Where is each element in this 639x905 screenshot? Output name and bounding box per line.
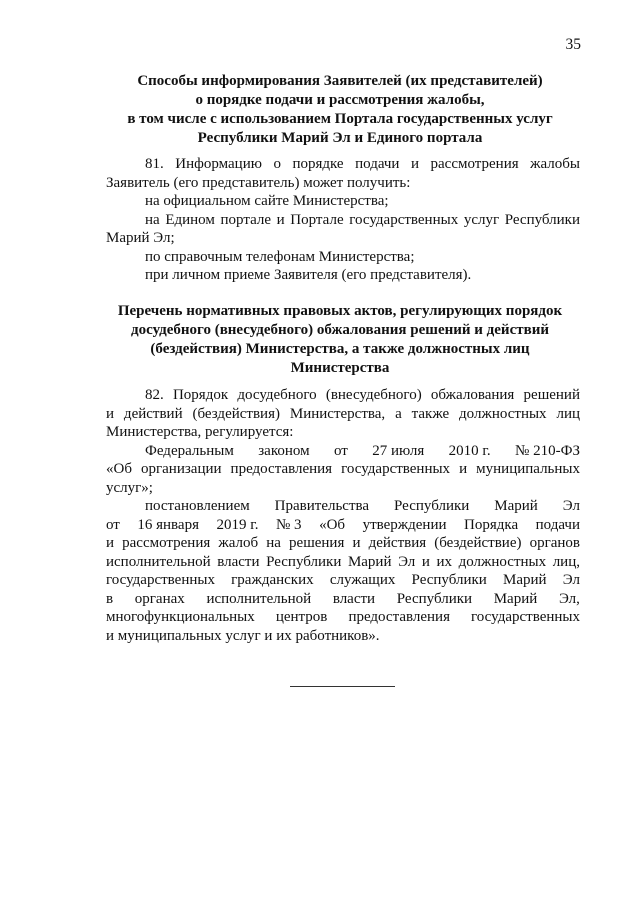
word: 16 января — [137, 516, 199, 533]
word: 27 июля — [372, 442, 425, 459]
word: 2010 г. — [448, 442, 491, 459]
word: центров — [275, 609, 328, 625]
federal-law-line — [106, 442, 580, 461]
heading-line: о порядке подачи и рассмотрения жалобы, — [195, 92, 485, 108]
section-heading-legal-acts — [100, 302, 580, 378]
word: подачи — [535, 516, 580, 533]
heading-line: Республики Марий Эл и Единого портала — [197, 130, 483, 146]
word: предоставления — [348, 609, 450, 625]
word: Республики — [396, 590, 473, 607]
word: Порядка — [464, 516, 519, 533]
word: служащих — [329, 572, 396, 588]
heading-line: в том числе с использованием Портала государственных услуг — [127, 111, 553, 127]
word: Эл — [562, 498, 580, 514]
word: Марий — [493, 590, 538, 607]
resolution-line — [106, 516, 580, 535]
word: Федеральным — [145, 442, 234, 459]
heading-line: Перечень нормативных правовых актов, регулирующих порядок — [117, 303, 563, 319]
word: № 3 — [276, 516, 302, 533]
word: многофункциональных — [106, 609, 255, 625]
word: в — [106, 590, 114, 607]
word: гражданских — [231, 572, 314, 588]
word: постановлением — [145, 498, 250, 514]
paragraph-81 — [106, 155, 580, 285]
word: Марий — [494, 498, 538, 514]
page-number: 35 — [565, 36, 581, 53]
resolution-line — [106, 571, 580, 590]
word: власти — [332, 590, 376, 607]
word: Эл, — [558, 590, 580, 607]
text-line: исполнительной власти Республики Марий Эл и их должностных лиц, — [106, 553, 580, 570]
word: органах — [134, 590, 185, 607]
word: № 210-ФЗ — [515, 442, 580, 459]
resolution-line — [106, 608, 580, 627]
resolution-line — [106, 497, 580, 516]
heading-line: (бездействия) Министерства, а также должностных лиц — [150, 341, 530, 357]
resolution-line — [106, 590, 580, 609]
word: 2019 г. — [216, 516, 259, 533]
word: Республики — [394, 498, 470, 514]
text-line: Марий Эл; — [106, 230, 175, 246]
word: государственных — [471, 609, 580, 625]
word: «Об — [319, 516, 346, 533]
paragraph-82 — [106, 386, 580, 645]
heading-line: Министерства — [290, 360, 390, 376]
list-item: на официальном сайте Министерства; — [145, 193, 389, 209]
word: государственных — [106, 572, 215, 588]
text-line: и действий (бездействия) Министерства, а также должностных лиц — [106, 405, 580, 422]
list-item: на Едином портале и Портале государственных услуг Республики — [145, 211, 580, 228]
section-heading-informing — [100, 72, 580, 148]
end-divider — [290, 686, 395, 687]
text-line: Заявитель (его представитель) может получить: — [106, 174, 411, 191]
word: Правительства — [274, 498, 370, 514]
word: законом — [258, 442, 310, 459]
heading-line: досудебного (внесудебного) обжалования решений и действий — [131, 322, 549, 338]
word: от — [106, 516, 120, 533]
word: от — [333, 442, 348, 459]
word: Эл — [562, 572, 580, 588]
text-line: и муниципальных услуг и их работников». — [106, 627, 380, 644]
word: Марий — [502, 572, 547, 588]
list-item: при личном приеме Заявителя (его представителя). — [145, 267, 472, 283]
text-line: «Об организации предоставления государственных и муниципальных — [106, 461, 580, 477]
word: Республики — [411, 572, 487, 588]
text-line: 82. Порядок досудебного (внесудебного) обжалования решений — [145, 387, 580, 403]
word: утверждении — [362, 516, 447, 533]
text-line: 81. Информацию о порядке подачи и рассмотрения жалобы — [145, 156, 580, 172]
list-item: по справочным телефонам Министерства; — [145, 248, 415, 265]
text-line: и рассмотрения жалоб на решения и действия (бездействие) органов — [106, 535, 580, 551]
word: исполнительной — [206, 590, 312, 607]
text-line: услуг»; — [106, 479, 153, 496]
text-line: Министерства, регулируется: — [106, 424, 294, 440]
heading-line: Способы информирования Заявителей (их представителей) — [137, 73, 543, 89]
